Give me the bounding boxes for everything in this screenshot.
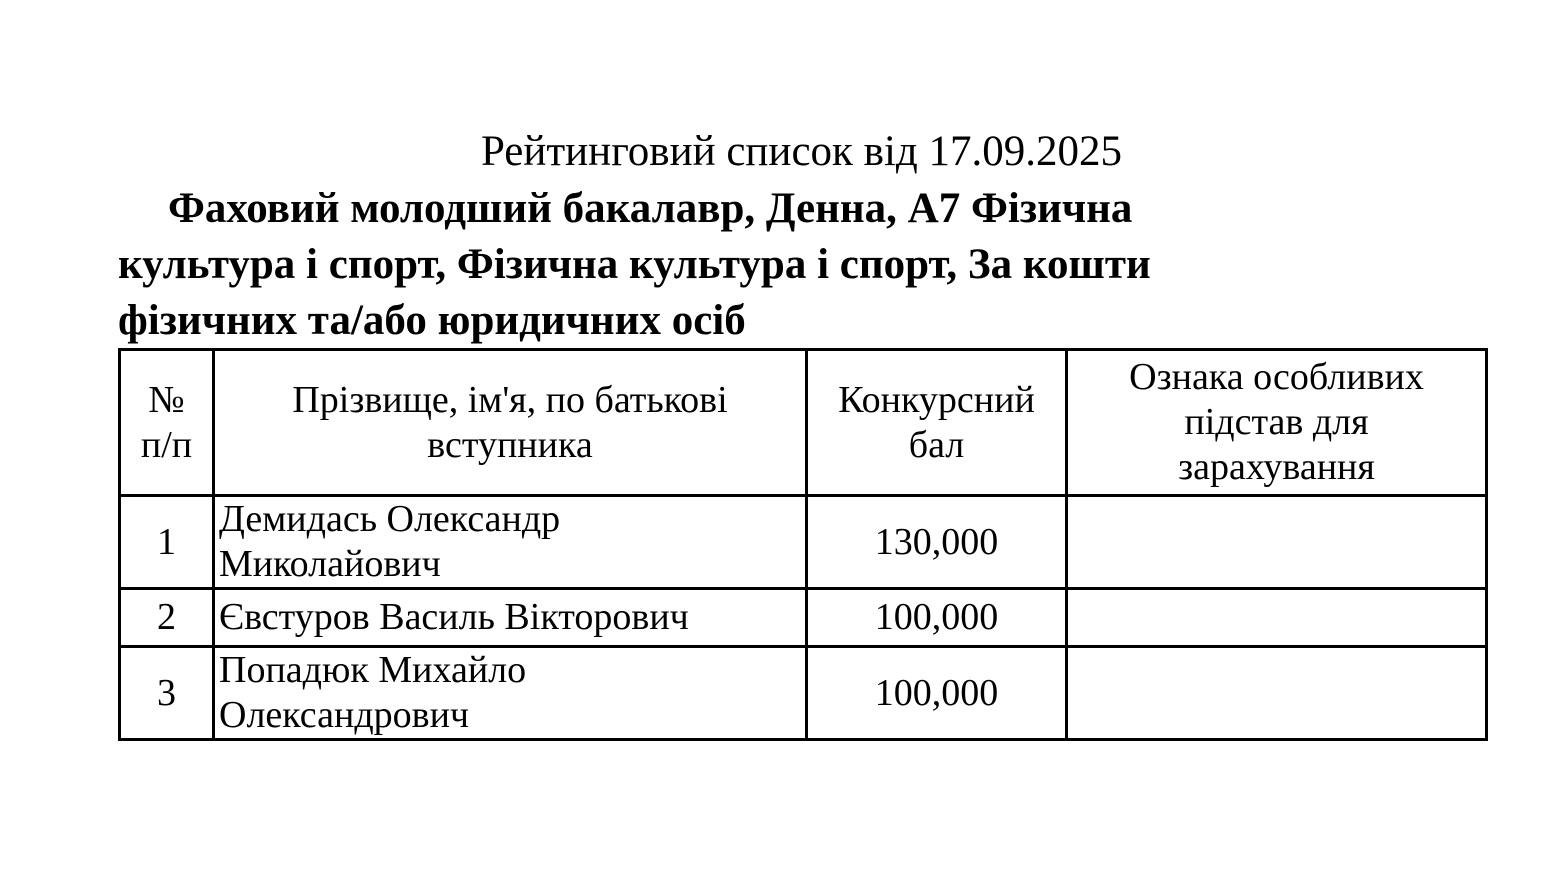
row-number: 1 <box>120 496 214 589</box>
rating-table <box>118 348 1488 741</box>
header-text: вступника <box>427 423 593 466</box>
header-text: підстав для <box>1184 401 1369 443</box>
header-text: зарахування <box>1178 446 1375 488</box>
name-line: Євстуров Василь Вікторович <box>219 596 689 638</box>
applicant-name <box>214 647 807 740</box>
table-header-row <box>120 350 1487 496</box>
special-grounds-mark <box>1067 647 1487 740</box>
column-header-name <box>214 350 807 496</box>
row-number: 2 <box>120 589 214 647</box>
header-text: п/п <box>140 423 193 466</box>
header-text: бал <box>908 423 965 466</box>
name-line: Демидась Олександр <box>219 498 561 540</box>
subtitle-line: Фаховий молодший бакалавр, Денна, А7 Фізична <box>168 185 1133 232</box>
special-grounds-mark <box>1067 496 1487 589</box>
page-title: Рейтинговий список від 17.09.2025 <box>480 128 1123 175</box>
subtitle-line: культура і спорт, Фізична культура і спорт, За кошти <box>118 241 1151 288</box>
row-number: 3 <box>120 647 214 740</box>
competition-score: 130,000 <box>807 496 1067 589</box>
table-row <box>120 496 1487 589</box>
header-text: Конкурсний <box>838 378 1035 421</box>
name-line: Попадюк Михайло <box>219 649 527 691</box>
program-subtitle <box>118 181 1398 349</box>
name-line: Олександрович <box>219 694 470 736</box>
header-text: № <box>148 378 185 421</box>
table-row <box>120 647 1487 740</box>
competition-score: 100,000 <box>807 589 1067 647</box>
column-header-score <box>807 350 1067 496</box>
header-text: Прізвище, ім'я, по батькові <box>292 378 728 421</box>
subtitle-line: фізичних та/або юридичних осіб <box>118 297 746 344</box>
applicant-name <box>214 496 807 589</box>
table-row <box>120 589 1487 647</box>
special-grounds-mark <box>1067 589 1487 647</box>
competition-score: 100,000 <box>807 647 1067 740</box>
applicant-name <box>214 589 807 647</box>
column-header-number <box>120 350 214 496</box>
column-header-special-grounds <box>1067 350 1487 496</box>
header-text: Ознака особливих <box>1129 356 1424 398</box>
name-line: Миколайович <box>219 543 441 585</box>
